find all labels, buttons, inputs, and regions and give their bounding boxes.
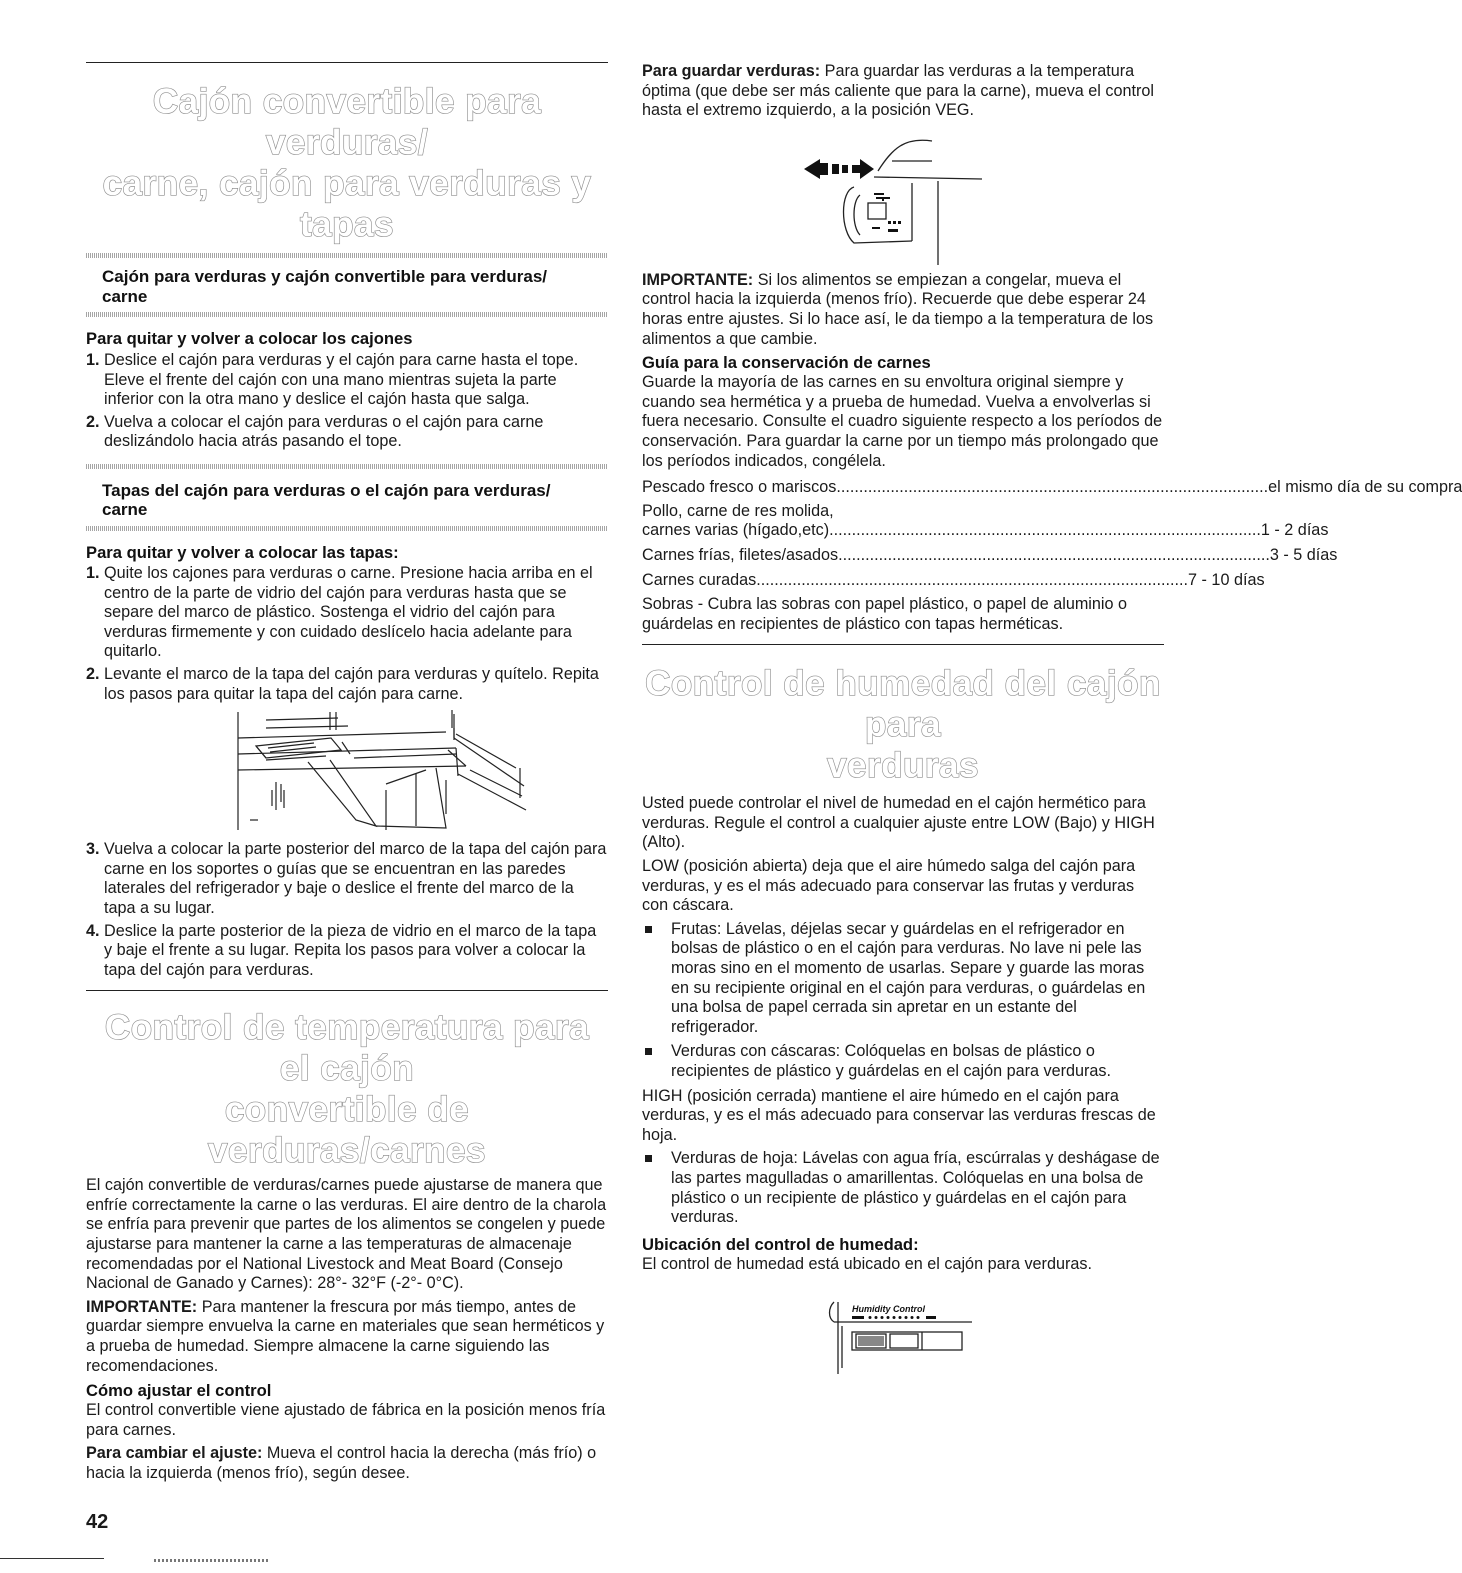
table-row xyxy=(642,545,1338,566)
bullet-text: Verduras con cáscaras: Colóquelas en bolsas de plástico o recipientes de plástico y guárdelas en el cajón para verduras. xyxy=(671,1042,1112,1080)
bullet-icon xyxy=(645,1048,652,1055)
tapas-steps xyxy=(86,564,608,704)
cajones-steps xyxy=(86,351,608,452)
heading-guia-carnes: Guía para la conservación de carnes xyxy=(642,353,931,373)
meat-period: 1 - 2 días xyxy=(1260,521,1329,540)
dotted-rule xyxy=(86,312,608,317)
step-text: Vuelva a colocar la parte posterior del marco de la tapa del cajón para carne en los soportes o guías que se encuentran en las paredes laterales del refrigerador y baje o deslice el frente del marco de la tapa a su lugar. xyxy=(104,840,607,917)
paragraph-cambiar xyxy=(86,1444,608,1483)
step-number: 1. xyxy=(86,563,100,582)
arrow-left-icon xyxy=(804,159,820,179)
heading-ajustar-control: Cómo ajustar el control xyxy=(86,1381,272,1401)
subheading-line: Tapas del cajón para verduras o el cajón para verduras/ xyxy=(102,480,551,500)
step-text: Deslice la parte posterior de la pieza de vidrio en el marco de la tapa y baje el frente a su lugar. Repita los pasos para volver a colocar la tapa del cajón para verduras. xyxy=(104,921,597,979)
humidity-label: Humidity Control xyxy=(852,1304,925,1315)
list-item xyxy=(642,920,1164,1038)
table-row xyxy=(642,521,1329,541)
step-text: Vuelva a colocar el cajón para verduras o el cajón para carne deslizándolo hacia atrás pasando el tope. xyxy=(104,412,544,451)
control-slider-drawing xyxy=(642,121,1164,271)
list-item xyxy=(86,351,608,410)
meat-item-line: Pollo, carne de res molida, xyxy=(642,501,834,520)
step-number: 1. xyxy=(86,351,100,369)
title-line: convertible de verduras/carnes xyxy=(208,1090,486,1171)
high-bullets xyxy=(642,1149,1164,1227)
important-text: Si los alimentos se empiezan a congelar, mueva el control hacia la izquierda (menos frío). Recuerde que debe esperar 24 horas entre ajustes. Si lo hace así, le da tiempo a la temperatura de los alimentos a que cambie. xyxy=(642,270,1154,348)
section-title-cajon xyxy=(86,81,608,245)
paragraph-importante-right xyxy=(642,271,1164,349)
list-item xyxy=(642,1042,1164,1081)
paragraph-low: LOW (posición abierta) deja que el aire húmedo salga del cajón para verduras, y es el más adecuado para conservar las frutas y verduras con cáscara. xyxy=(642,857,1136,915)
heading-ubicacion: Ubicación del control de humedad: xyxy=(642,1234,919,1254)
meat-period: el mismo día de su compra xyxy=(1268,478,1462,497)
list-item xyxy=(86,840,608,918)
list-item xyxy=(86,922,608,981)
cambiar-text: Mueva el control hacia la derecha (más frío) o hacia la izquierda (menos frío), según desee. xyxy=(86,1444,597,1482)
list-item xyxy=(642,1149,1164,1227)
bullet-text: Frutas: Lávelas, déjelas secar y guárdelas en el refrigerador en bolsas de plástico o en el cajón para verduras. No lave ni pele las moras sino en el momento de usarlas. Separe y guarde las moras en su recipiente original en el cajón para verduras, o guárdelas en una bolsa de papel cerrada sin apretar en un estante del refrigerador. xyxy=(671,919,1146,1036)
meat-item: Carnes curadas xyxy=(642,570,757,589)
paragraph-guardar xyxy=(642,62,1164,121)
paragraph-sobras: Sobras - Cubra las sobras con papel plástico, o papel de aluminio o guárdelas en recipientes de plástico con tapas herméticas. xyxy=(642,595,1128,633)
step-number: 2. xyxy=(86,412,100,431)
important-label: IMPORTANTE: xyxy=(86,1297,198,1316)
heading-quitar-cajones: Para quitar y volver a colocar los cajones xyxy=(86,329,413,348)
meat-storage-table xyxy=(642,478,1462,590)
dot-leader: ................................................................................................ xyxy=(836,478,1269,497)
title-line: Cajón convertible para verduras/ xyxy=(152,82,542,162)
paragraph-ajustar: El control convertible viene ajustado de fábrica en la posición menos fría para carnes. xyxy=(86,1401,606,1439)
paragraph-ubicacion: El control de humedad está ubicado en el cajón para verduras. xyxy=(642,1254,1092,1273)
title-line: carne, cajón para verduras y tapas xyxy=(102,164,592,244)
table-row xyxy=(642,478,1462,498)
humidity-control-illustration xyxy=(642,1286,1164,1386)
subheading-line: Cajón para verduras y cajón convertible para verduras/ xyxy=(102,267,548,286)
temperature-control-illustration xyxy=(642,121,1164,271)
table-row xyxy=(642,570,1265,591)
list-item xyxy=(86,413,608,452)
meat-period: 3 - 5 días xyxy=(1269,545,1338,564)
paragraph-guia: Guarde la mayoría de las carnes en su envoltura original siempre y cuando sea hermética y a prueba de humedad. Vuelva a envolverlas si fuera necesario. Consulte el cuadro siguiente respecto a los períodos de conservación. Para guardar la carne por un tiempo más prolongado que los períodos indicados, congélela. xyxy=(642,373,1163,470)
important-text: Para mantener la frescura por más tiempo, antes de guardar siempre envuelva la carne en materiales que sean herméticos y a prueba de humedad. Siempre almacene la carne siguiendo las recomendaciones. xyxy=(86,1297,605,1375)
left-column xyxy=(86,62,608,1484)
step-text: Quite los cajones para verduras o carne. Presione hacia arriba en el centro de la parte de vidrio del cajón para verduras hasta que se separe del marco de plástico. Sostenga el vidrio del cajón para verduras firmemente y con cuidado deslícelo hacia adelante para quitarlo. xyxy=(104,563,593,661)
subsection-heading xyxy=(86,267,608,306)
dot-leader: ................................................................................................ xyxy=(756,570,1189,589)
list-item xyxy=(86,665,608,704)
page-number: 42 xyxy=(86,1511,109,1533)
subheading-line: carne xyxy=(102,500,148,520)
section-rule xyxy=(642,644,1164,645)
meat-item: Pescado fresco o mariscos xyxy=(642,478,837,497)
footer-dashes xyxy=(154,1559,270,1562)
subsection-heading xyxy=(86,481,608,520)
paragraph-humedad: Usted puede controlar el nivel de humedad en el cajón hermético para verduras. Regule el control a cualquier ajuste entre LOW (Bajo) y HIGH (Alto). xyxy=(642,794,1155,852)
paragraph-convertible: El cajón convertible de verduras/carnes puede ajustarse de manera que enfríe correctamente la carne o las verduras. El aire dentro de la charola se enfría para prevenir que partes de los alimentos se congelen y puede ajustarse para mantener la carne a las temperaturas de almacenaje recomendadas por el National Livestock and Meat Board (Consejo Nacional de Ganado y Carnes): 28°- 32°F (-2°- 0°C). xyxy=(86,1176,607,1293)
important-label: IMPORTANTE: xyxy=(642,270,754,289)
crisper-cover-illustration xyxy=(86,710,608,840)
right-column xyxy=(642,62,1462,1386)
paragraph-high: HIGH (posición cerrada) mantiene el aire húmedo en el cajón para verduras, y es el más adecuado para conservar las verduras frescas de hoja. xyxy=(642,1086,1156,1144)
step-number: 2. xyxy=(86,664,100,683)
arrow-right-icon xyxy=(860,159,874,179)
bullet-icon xyxy=(645,1155,652,1162)
dotted-rule xyxy=(86,464,608,469)
bullet-icon xyxy=(645,926,652,933)
meat-item: carnes varias (hígado,etc) xyxy=(642,521,830,540)
section-rule xyxy=(86,62,608,63)
meat-item: Carnes frías, filetes/asados xyxy=(642,545,839,564)
list-item xyxy=(86,564,608,662)
low-bullets xyxy=(642,920,1164,1082)
dot-leader: ................................................................................................ xyxy=(838,545,1270,564)
dot-leader: ................................................................................................ xyxy=(829,521,1261,540)
guardar-text: Para guardar las verduras a la temperatura óptima (que debe ser más caliente que para la carne), mueva el control hasta el extremo izquierdo, a la posición VEG. xyxy=(642,62,1154,120)
title-line: verduras xyxy=(827,746,979,786)
crisper-cover-drawing xyxy=(86,710,608,840)
section-title-control-humedad xyxy=(642,663,1164,786)
title-line: Control de temperatura para el cajón xyxy=(104,1008,590,1089)
dotted-rule xyxy=(86,526,608,531)
meat-period: 7 - 10 días xyxy=(1188,570,1265,589)
footer-rule xyxy=(0,1558,104,1559)
step-number: 3. xyxy=(86,840,100,859)
section-rule xyxy=(86,990,608,991)
heading-quitar-tapas: Para quitar y volver a colocar las tapas: xyxy=(86,542,399,562)
title-line: Control de humedad del cajón para xyxy=(645,664,1161,745)
tapas-steps-continued xyxy=(86,840,608,980)
section-title-control-temperatura xyxy=(86,1007,608,1171)
bullet-text: Verduras de hoja: Lávelas con agua fría, escúrralas y deshágase de las partes magulladas o amarillentas. Colóquelas en una bolsa de plástico o un recipiente de plástico y guárdelas en el cajón para verduras. xyxy=(671,1149,1160,1227)
cambiar-label: Para cambiar el ajuste: xyxy=(86,1444,263,1463)
step-text: Deslice el cajón para verduras y el cajón para carne hasta el tope. Eleve el frente del cajón con una mano mientras sujeta la parte inferior con la otra mano y deslice el cajón hasta que salga. xyxy=(104,351,579,409)
subheading-line: carne xyxy=(102,286,148,306)
step-text: Levante el marco de la tapa del cajón para verduras y quítelo. Repita los pasos para quitar la tapa del cajón para carne. xyxy=(104,664,599,703)
dotted-rule xyxy=(86,253,608,258)
humidity-control-drawing xyxy=(642,1286,1164,1386)
step-number: 4. xyxy=(86,921,100,940)
guardar-label: Para guardar verduras: xyxy=(642,62,821,80)
paragraph-importante xyxy=(86,1298,608,1376)
